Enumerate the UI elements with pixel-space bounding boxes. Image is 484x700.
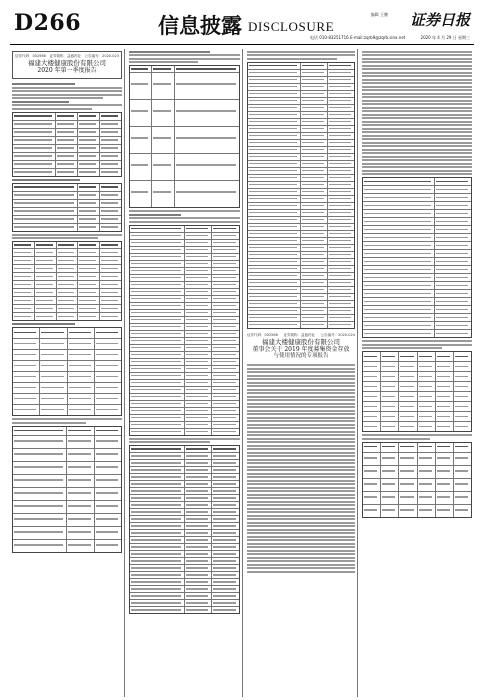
report-title: 2020 年第一季度报告 — [37, 67, 97, 74]
column-3 — [245, 49, 358, 697]
editor-credit: 编辑 王鹏 — [370, 12, 388, 17]
column-2 — [127, 49, 243, 697]
notice-quarterly-report-header — [12, 51, 122, 79]
content-columns — [10, 49, 474, 697]
stock-short-name: 证券简称：益盛药业 — [283, 332, 315, 337]
report-title-line-1: 董事会关于 2019 年度募集资金存放 — [252, 345, 350, 353]
masthead — [10, 8, 474, 45]
section-title-cn: 信息披露 — [158, 13, 242, 38]
text-block-1 — [10, 83, 124, 110]
notice-meta — [247, 333, 355, 338]
column-1 — [10, 49, 125, 697]
notice-number: 公告编号：2020-024 — [320, 332, 355, 337]
table-6 — [129, 65, 240, 208]
text-block-4 — [360, 51, 474, 176]
table-2 — [12, 183, 122, 232]
table-12 — [362, 442, 472, 518]
report-title-line-2: 与使用情况的专项报告 — [273, 353, 329, 359]
table-7 — [129, 225, 240, 436]
stock-short-name: 证券简称：益盛药业 — [49, 54, 81, 58]
stock-code: 证券代码：002566 — [15, 54, 46, 58]
table-1 — [12, 112, 122, 177]
newspaper-logo: 证券日报 — [409, 11, 470, 29]
company-name: 福建大楼健康股份有限公司 — [262, 337, 340, 346]
contact-info: 电话 010-83251716 E-mail:zqrb9@zqrb.sina.net — [310, 35, 406, 40]
table-10 — [362, 177, 472, 338]
table-11 — [362, 351, 472, 432]
table-8 — [129, 445, 240, 614]
table-3 — [12, 241, 122, 321]
notice-fund-usage-header — [247, 333, 355, 361]
table-4 — [12, 327, 122, 416]
stock-code: 证券代码：002566 — [247, 332, 278, 337]
page-number: D266 — [14, 10, 82, 36]
company-name: 福建大楼健康股份有限公司 — [28, 59, 106, 67]
publication-date: 2020 年 4 月 29 日 星期三 — [420, 35, 470, 40]
notice-number: 公告编号：2020-023 — [84, 54, 119, 58]
text-block-3 — [245, 364, 357, 573]
table-5 — [12, 426, 122, 553]
table-9 — [247, 62, 355, 329]
section-title-en: DISCLOSURE — [248, 19, 335, 34]
column-4 — [360, 49, 474, 697]
